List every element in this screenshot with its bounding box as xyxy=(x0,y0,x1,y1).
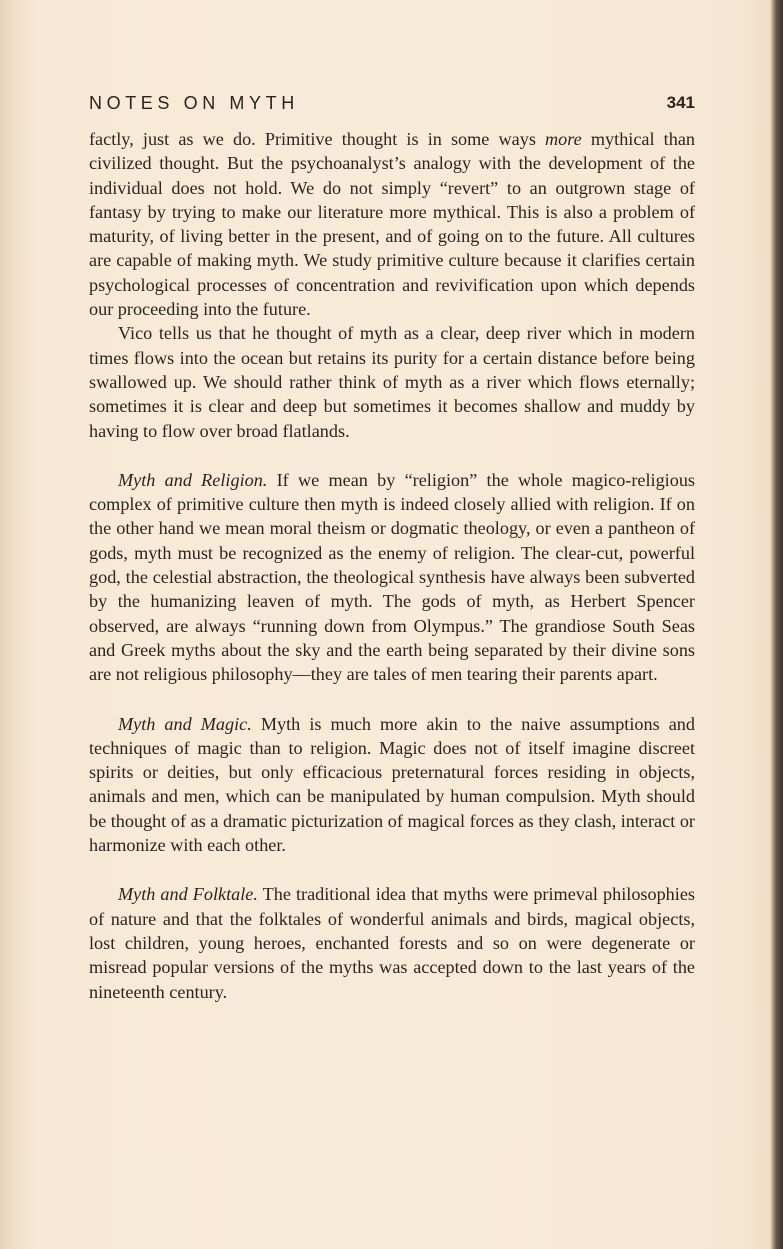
paragraph-continuation xyxy=(89,127,695,321)
section-myth-and-religion xyxy=(89,468,695,687)
paragraph-vico: Vico tells us that he thought of myth as a clear, deep river which in modern times flows into the ocean but retains its purity for a certain distance before being swallowed up. We should rather think of myth as a river which flows eternally; sometimes it is clear and deep but sometimes it becomes shallow and muddy by having to flow over broad flatlands. xyxy=(89,323,695,441)
italic-emphasis: more xyxy=(545,129,582,149)
running-title: NOTES ON MYTH xyxy=(89,93,299,113)
body-text xyxy=(89,127,695,1004)
section-title: Myth and Religion. xyxy=(118,469,268,490)
section-myth-and-magic xyxy=(89,712,695,858)
section-text: Myth is much more akin to the naive assumptions and techniques of magic than to religion. Magic does not of itself imagine discreet spirits or deities, but only efficacious preternatural forces residing in objects, animals and men, which can be manipulated by human compulsion. Myth should be thought of as a dramatic picturization of magical forces as they clash, interact or harmonize with each other. xyxy=(89,713,695,856)
section-text: If we mean by “religion” the whole magico-religious complex of primitive culture then myth is indeed closely allied with religion. If on the other hand we mean moral theism or dogmatic theology, or even a pantheon of gods, myth must be recognized as the enemy of religion. The clear-cut, powerful god, the celestial abstraction, the theological synthesis have always been subverted by the humanizing leaven of myth. The gods of myth, as Herbert Spencer observed, are always “running down from Olympus.” The grandiose South Seas and Greek myths about the sky and the earth being separated by their divine sons are not religious philosophy—they are tales of men tearing their parents apart. xyxy=(89,469,695,685)
section-text: The traditional idea that myths were primeval philosophies of nature and that the folktales of wonderful animals and birds, magical objects, lost children, young heroes, enchanted forests and so on were degenerate or misread popular versions of the myths was accepted down to the last years of the nineteenth century. xyxy=(89,884,695,1002)
section-title: Myth and Magic. xyxy=(118,713,252,734)
section-title: Myth and Folktale. xyxy=(118,884,258,905)
paragraph-text-start: factly, just as we do. Primitive thought is in some ways xyxy=(89,129,546,149)
page-number: 341 xyxy=(666,93,695,112)
page-header xyxy=(89,93,695,115)
paragraph-text-end: mythical than civilized thought. But the psychoanalyst’s analogy with the development of the individual does not hold. We do not simply “revert” to an outgrown stage of fantasy by trying to make our literature more mythical. This is also a problem of maturity, of living better in the present, and of going on to the future. All cultures are capable of making myth. We study primitive culture because it clarifies certain psychological processes of concentration and revivification upon which depends our proceeding into the future. xyxy=(89,129,695,320)
section-myth-and-folktale xyxy=(89,882,695,1003)
